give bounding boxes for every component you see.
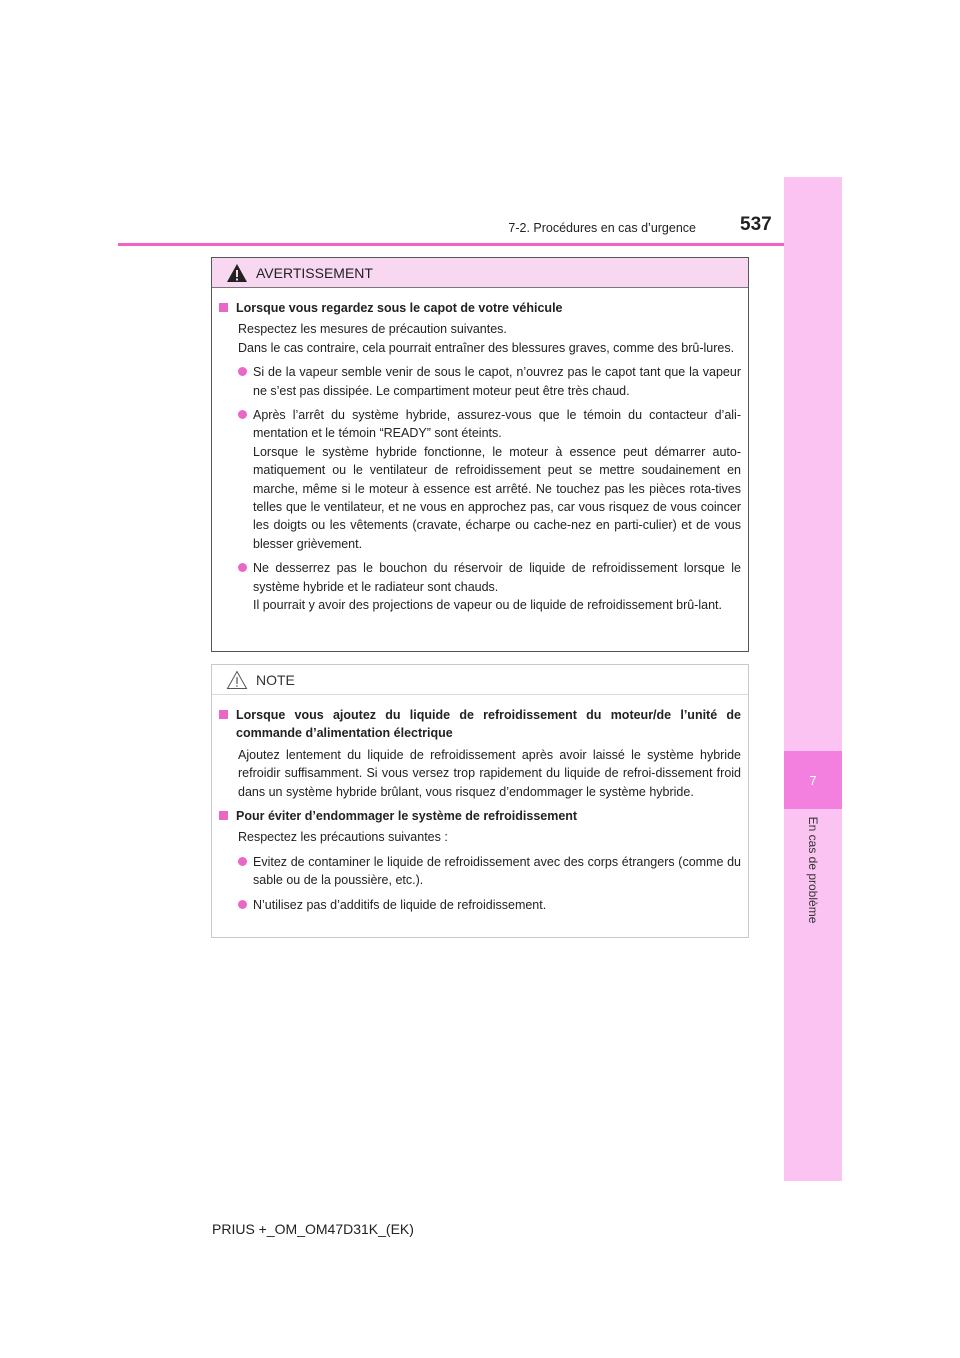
warning-bullet: Si de la vapeur semble venir de sous le capot, n’ouvrez pas le capot tant que la vapeur ne s’est pas dissipée. Le compartiment moteur peut être très chaud. [238,363,741,400]
warning-body [212,288,748,615]
note-bullet: Evitez de contaminer le liquide de refroidissement avec des corps étrangers (comme du sable ou de la poussière, etc.). [238,853,741,890]
warning-intro: Respectez les mesures de précaution suivantes. Dans le cas contraire, cela pourrait entraîner des blessures graves, comme des brû-lures. [238,322,735,355]
chapter-title-vertical: En cas de problème [806,816,820,924]
square-bullet-icon [219,811,228,820]
note-body [212,695,748,914]
document-code: PRIUS +_OM_OM47D31K_(EK) [212,1221,414,1237]
note-section-title: Lorsque vous ajoutez du liquide de refroidissement du moteur/de l’unité de commande d’alimentation électrique [219,706,741,743]
note-label: NOTE [256,671,295,688]
round-bullet-icon [238,410,247,419]
page-number: 537 [740,214,772,235]
note-box [211,664,749,938]
chapter-side-tab [784,177,842,1181]
caution-triangle-outline-icon [226,670,248,690]
warning-section-title: Lorsque vous regardez sous le capot de votre véhicule [219,299,741,317]
round-bullet-icon [238,563,247,572]
note-bullet: N’utilisez pas d’additifs de liquide de refroidissement. [238,896,741,914]
warning-bullet: Ne desserrez pas le bouchon du réservoir de liquide de refroidissement lorsque le système hybride et le radiateur sont chauds. Il pourrait y avoir des projections de vapeur ou de liquide de refroidissement brû-lant. [238,559,741,614]
round-bullet-icon [238,367,247,376]
warning-bullet: Après l’arrêt du système hybride, assurez-vous que le témoin du contacteur d’ali-mentation et le témoin “READY” sont éteints. Lorsque le système hybride fonctionne, le moteur à essence peut démarrer auto-matiquement ou le ventilateur de refroidissement peut se mettre soudainement en marche, même si le moteur à essence est arrêté. Ne touchez pas les pièces rota-tives telles que le ventilateur, et ne vous en approchez pas, car vous risquez de vous coincer les doigts ou les vêtements (cravate, écharpe ou cache-nez en parti-culier) et de vous blesser grièvement. [238,406,741,553]
warning-box [211,257,749,652]
warning-triangle-icon [226,263,248,283]
header-rule [118,243,842,246]
square-bullet-icon [219,303,228,312]
square-bullet-icon [219,710,228,719]
round-bullet-icon [238,900,247,909]
round-bullet-icon [238,857,247,866]
note-section-title: Pour éviter d’endommager le système de refroidissement [219,807,741,825]
warning-label: AVERTISSEMENT [256,264,373,281]
note-header [212,665,748,695]
chapter-number-tab[interactable]: 7 [784,751,842,809]
section-label: 7-2. Procédures en cas d’urgence [508,221,696,235]
note-paragraph: Ajoutez lentement du liquide de refroidissement après avoir laissé le système hybride refroidir suffisamment. Si vous versez trop rapidement du liquide de refroi-dissement froid dans un système hybride brûlant, vous risquez d’endommager le système hybride. [238,747,741,799]
warning-header [212,258,748,288]
note-intro: Respectez les précautions suivantes : [238,830,448,845]
